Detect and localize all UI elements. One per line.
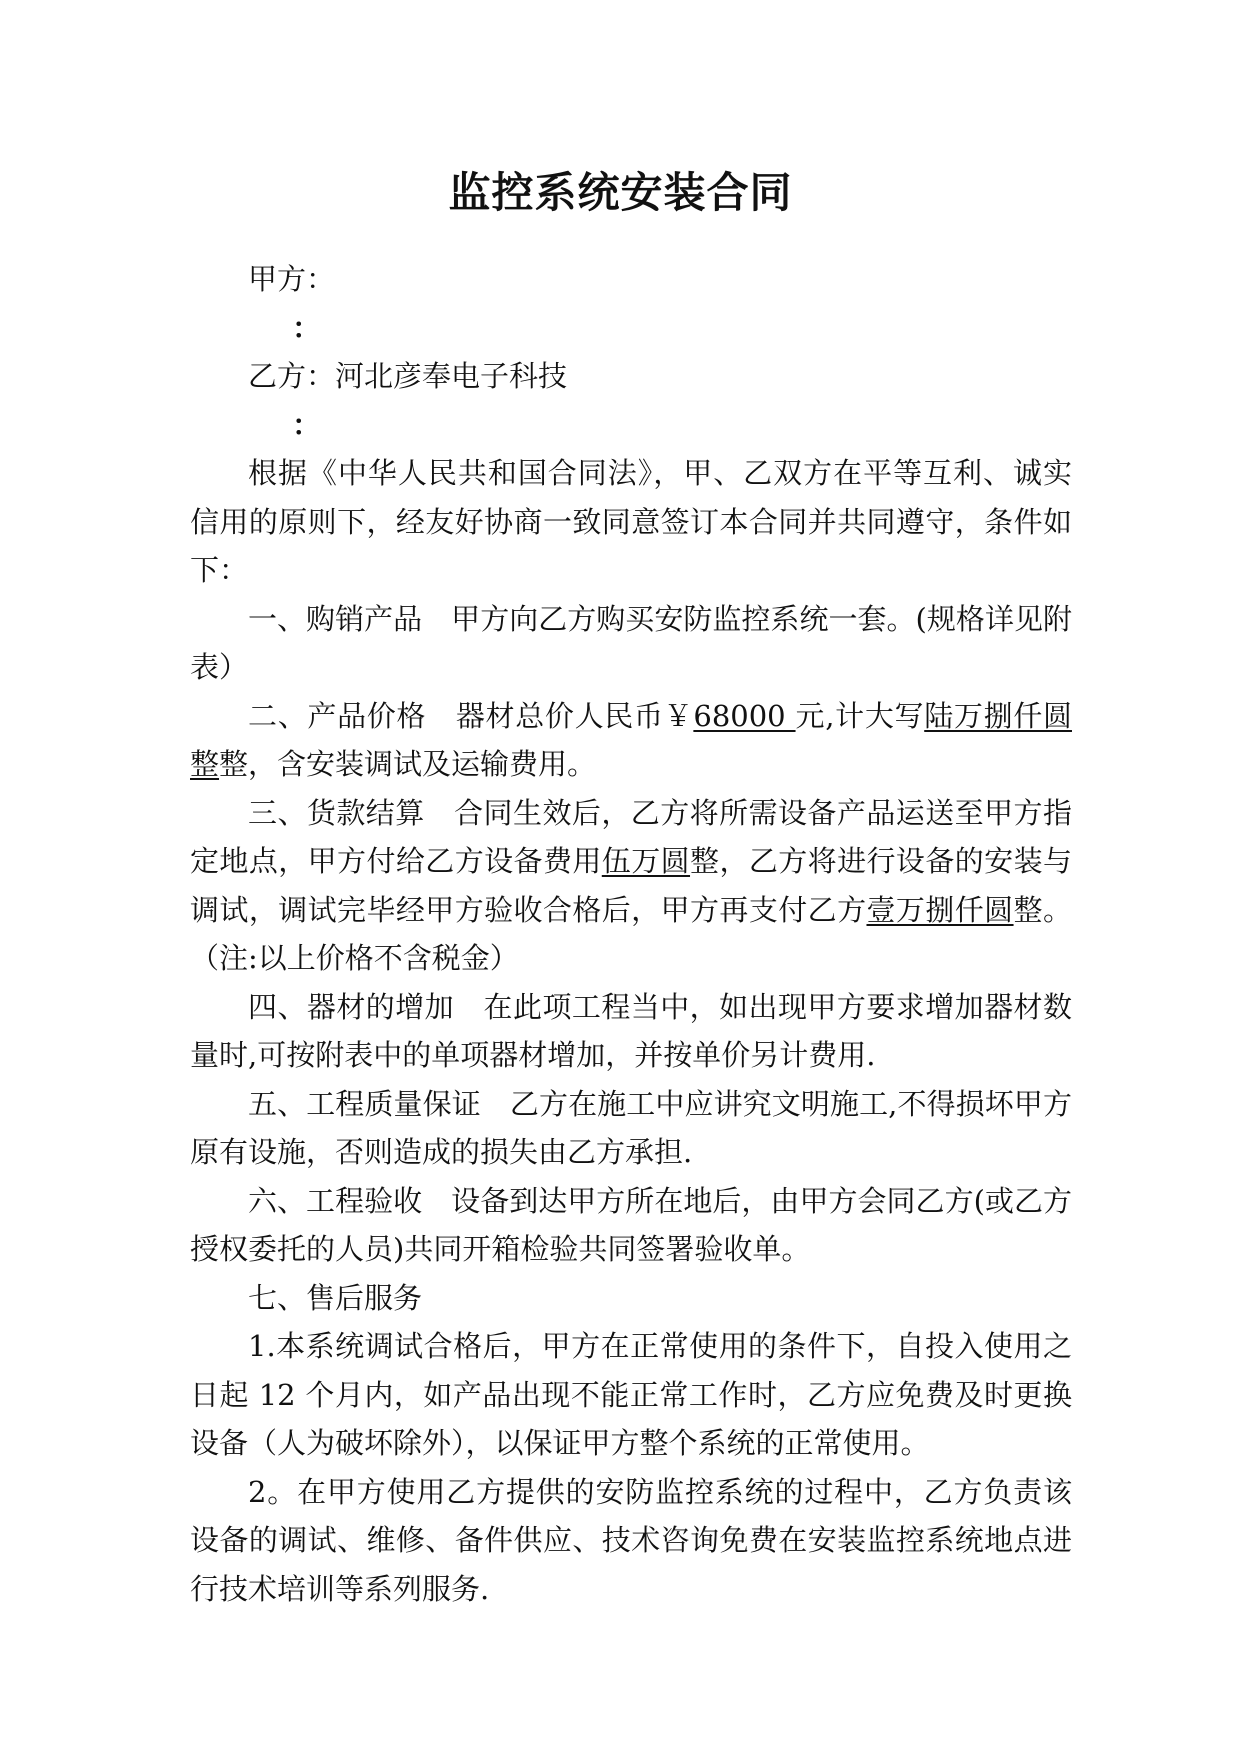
first-payment-amount: 伍万圆 xyxy=(601,844,691,878)
clause-7-item-1: 1.本系统调试合格后，甲方在正常使用的条件下，自投入使用之日起 12 个月内，如产品出现不能正常工作时，乙方应免费及时更换设备（人为破坏除外），以保证甲方整个系统的正常使用。 xyxy=(190,1329,1072,1460)
clause-2-text-c: 整，含安装调试及运输费用。 xyxy=(219,747,597,781)
clause-6-acceptance: 六、工程验收 设备到达甲方所在地后，由甲方会同乙方(或乙方授权委托的人员)共同开箱检验共同签署验收单。 xyxy=(190,1183,1072,1266)
contract-body xyxy=(190,255,1072,1613)
clause-1-products: 一、购销产品 甲方向乙方购买安防监控系统一套。(规格详见附表） xyxy=(190,601,1072,684)
clause-3-text-c: 整。（注:以上价格不含税金） xyxy=(190,892,1072,975)
clause-2-price xyxy=(190,692,1072,789)
contract-title: 监控系统安装合同 xyxy=(448,168,793,217)
intro-paragraph: 根据《中华人民共和国合同法》，甲、乙双方在平等互利、诚实信用的原则下，经友好协商一致同意签订本合同并共同遵守，条件如下： xyxy=(190,456,1072,587)
party-a-label: 甲方： xyxy=(248,262,336,296)
price-amount: 68000 xyxy=(693,698,796,733)
clause-3-text-a: 三、货款结算 合同生效后，乙方将所需设备产品运送至甲方指定地点，甲方付给乙方设备费用 xyxy=(190,795,1072,878)
clause-2-text-b: 元,计大写 xyxy=(795,698,925,733)
party-b-colon: ： xyxy=(292,407,322,442)
party-b-label: 乙方： xyxy=(248,359,336,393)
clause-3-text-b: 整，乙方将进行设备的安装与调试，调试完毕经甲方验收合格后，甲方再支付乙方 xyxy=(190,844,1072,927)
clause-3-payment xyxy=(190,789,1072,983)
clause-7-heading: 七、售后服务 xyxy=(248,1280,423,1315)
party-b-line xyxy=(190,352,1072,401)
party-b-name: 河北彦奉电子科技 xyxy=(335,359,568,393)
party-a-colon: ： xyxy=(292,310,322,345)
clause-2-text-a: 二、产品价格 器材总价人民币￥ xyxy=(248,698,694,733)
second-payment-amount: 壹万捌仟圆 xyxy=(866,892,1014,927)
price-amount-words: 陆万捌仟圆整 xyxy=(190,698,1072,781)
clause-7-item-2: 2。在甲方使用乙方提供的安防监控系统的过程中，乙方负责该设备的调试、维修、备件供应、技术咨询免费在安装监控系统地点进行技术培训等系列服务. xyxy=(190,1474,1072,1606)
clause-5-quality: 五、工程质量保证 乙方在施工中应讲究文明施工,不得损坏甲方原有设施，否则造成的损失由乙方承担. xyxy=(190,1086,1072,1169)
clause-4-additions: 四、器材的增加 在此项工程当中，如出现甲方要求增加器材数量时,可按附表中的单项器材增加，并按单价另计费用. xyxy=(190,989,1072,1072)
